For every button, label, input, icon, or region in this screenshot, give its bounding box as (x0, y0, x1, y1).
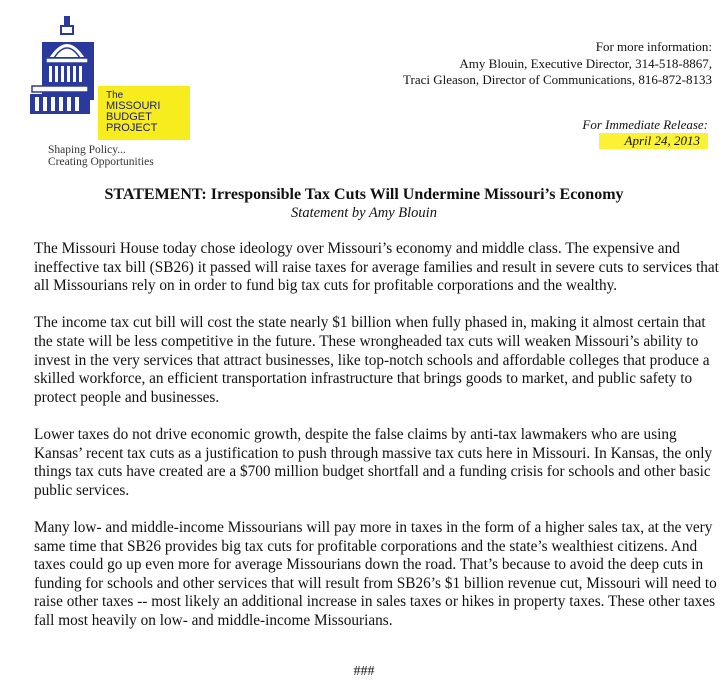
statement-title: STATEMENT: Irresponsible Tax Cuts Will Undermine Missouri’s Economy (104, 186, 624, 203)
logo-line: The (106, 90, 124, 101)
statement-heading (0, 186, 728, 222)
tagline-line: Creating Opportunities (48, 156, 154, 168)
logo-line: PROJECT (106, 122, 158, 134)
contact-info (403, 39, 712, 89)
logo-tagline (48, 144, 154, 168)
body-paragraph: The Missouri House today chose ideology over Missouri’s economy and middle class. The expensive and ineffective tax bill (SB26) it passed will raise taxes for average families and result in severe cuts to services that all Missourians rely on in order to fund big tax cuts for profitable corporations and the wealthy. (34, 240, 719, 295)
capitol-dome-icon (28, 14, 108, 124)
logo-wordmark (98, 86, 190, 140)
logo-line: BUDGET (106, 111, 152, 123)
body-paragraph: Many low- and middle-income Missourians will pay more in taxes in the form of a higher sales tax, at the very same time that SB26 provides big tax cuts for profitable corporations and the state’s wealthiest citizens. And taxes could go up even more for average Missourians down the road. That’s because to avoid the deep cuts in funding for schools and other services that will result from SB26’s $1 billion revenue cut, Missouri will need to raise other taxes -- most likely an additional increase in sales taxes or hikes in property taxes. These other taxes fall most heavily on low- and middle-income Missourians. (34, 518, 717, 629)
body-paragraph: The income tax cut bill will cost the state nearly $1 billion when fully phased in, making it almost certain that the state will be less competitive in the future. These wrongheaded tax cuts will weaken Missouri’s ability to invest in the very services that attract businesses, like top-notch schools and affordable colleges that produce a skilled workforce, an efficient transportation infrastructure that brings goods to market, and public safety to protect people and businesses. (34, 314, 710, 406)
statement-byline: Statement by Amy Blouin (291, 205, 437, 221)
release-info (582, 117, 708, 149)
body-paragraph: Lower taxes do not drive economic growth, despite the false claims by anti-tax lawmakers who are using Kansas’ recent tax cuts as a justification to push through massive tax cuts here in Missouri. In Kansas, the only things tax cuts have created are a $700 million budget shortfall and a funding crisis for schools and other basic public services. (34, 425, 713, 499)
release-date: April 24, 2013 (599, 133, 708, 149)
contact-heading: For more information: (595, 39, 712, 54)
logo-line: MISSOURI (106, 100, 161, 112)
contact-person: Amy Blouin, Executive Director, 314-518-8867, (459, 55, 712, 71)
contact-person: Traci Gleason, Director of Communications, 816-872-8133 (403, 72, 712, 87)
end-mark: ### (353, 664, 375, 679)
statement-body (34, 240, 724, 649)
tagline-line: Shaping Policy... (48, 144, 126, 156)
organization-logo (28, 14, 178, 174)
release-label: For Immediate Release: (582, 117, 708, 132)
